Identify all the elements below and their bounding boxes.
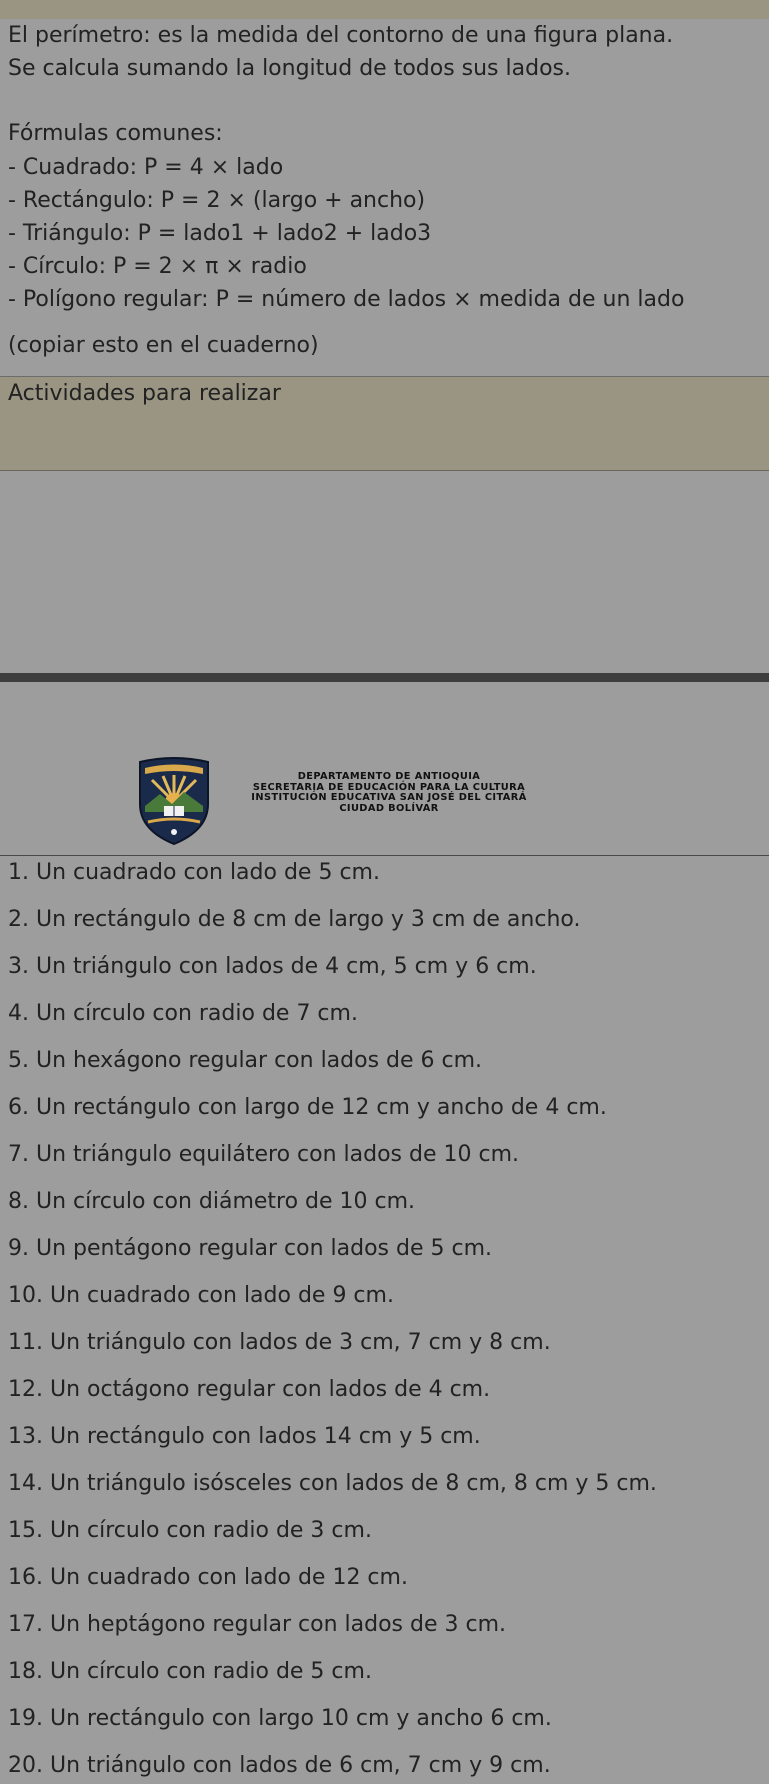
activities-title: Actividades para realizar [8,381,281,406]
exercise-item: 6. Un rectángulo con largo de 12 cm y ancho de 4 cm. [8,1095,607,1120]
school-header [0,682,769,856]
formula-square: - Cuadrado: P = 4 × lado [8,155,284,180]
activities-section [0,377,769,471]
exercise-item: 5. Un hexágono regular con lados de 6 cm. [8,1048,483,1073]
exercise-item: 7. Un triángulo equilátero con lados de 10 cm. [8,1142,519,1167]
exercise-item: 8. Un círculo con diámetro de 10 cm. [8,1189,416,1214]
dark-divider [0,673,769,682]
intro-section [0,19,769,376]
formulas-title: Fórmulas comunes: [8,121,223,146]
exercise-item: 11. Un triángulo con lados de 3 cm, 7 cm y 8 cm. [8,1330,551,1355]
institution-line-3: INSTITUCIÓN EDUCATIVA SAN JOSÉ DEL CITARÁ [251,792,527,803]
exercise-item: 9. Un pentágono regular con lados de 5 cm. [8,1236,492,1261]
school-shield-logo [136,756,212,846]
formula-rectangle: - Rectángulo: P = 2 × (largo + ancho) [8,188,426,213]
institution-text-block [230,772,548,814]
copy-note: (copiar esto en el cuaderno) [8,333,319,358]
formula-polygon: - Polígono regular: P = número de lados × medida de un lado [8,287,685,312]
exercise-item: 10. Un cuadrado con lado de 9 cm. [8,1283,394,1308]
formula-triangle: - Triángulo: P = lado1 + lado2 + lado3 [8,221,432,246]
exercise-item: 1. Un cuadrado con lado de 5 cm. [8,860,380,885]
exercise-item: 16. Un cuadrado con lado de 12 cm. [8,1565,408,1590]
exercise-item: 20. Un triángulo con lados de 6 cm, 7 cm y 9 cm. [8,1753,551,1778]
institution-line-4: CIUDAD BOLÍVAR [339,802,439,814]
formula-circle: - Círculo: P = 2 × π × radio [8,254,307,279]
exercise-item: 15. Un círculo con radio de 3 cm. [8,1518,372,1543]
exercise-item: 17. Un heptágono regular con lados de 3 cm. [8,1612,506,1637]
calc-text: Se calcula sumando la longitud de todos sus lados. [8,56,571,81]
exercise-item: 14. Un triángulo isósceles con lados de 8 cm, 8 cm y 5 cm. [8,1471,657,1496]
definition-text: El perímetro: es la medida del contorno de una figura plana. [8,23,674,48]
institution-line-1: DEPARTAMENTO DE ANTIOQUIA [297,771,481,782]
exercise-item: 4. Un círculo con radio de 7 cm. [8,1001,358,1026]
exercise-item: 12. Un octágono regular con lados de 4 cm. [8,1377,491,1402]
institution-line-2: SECRETARIA DE EDUCACIÓN PARA LA CULTURA [252,781,526,793]
blank-area [0,471,769,673]
exercise-item: 19. Un rectángulo con largo 10 cm y ancho 6 cm. [8,1706,552,1731]
exercise-item: 3. Un triángulo con lados de 4 cm, 5 cm y 6 cm. [8,954,537,979]
top-bar [0,0,769,20]
exercise-item: 18. Un círculo con radio de 5 cm. [8,1659,372,1684]
exercise-item: 13. Un rectángulo con lados 14 cm y 5 cm. [8,1424,481,1449]
exercise-item: 2. Un rectángulo de 8 cm de largo y 3 cm de ancho. [8,907,581,932]
